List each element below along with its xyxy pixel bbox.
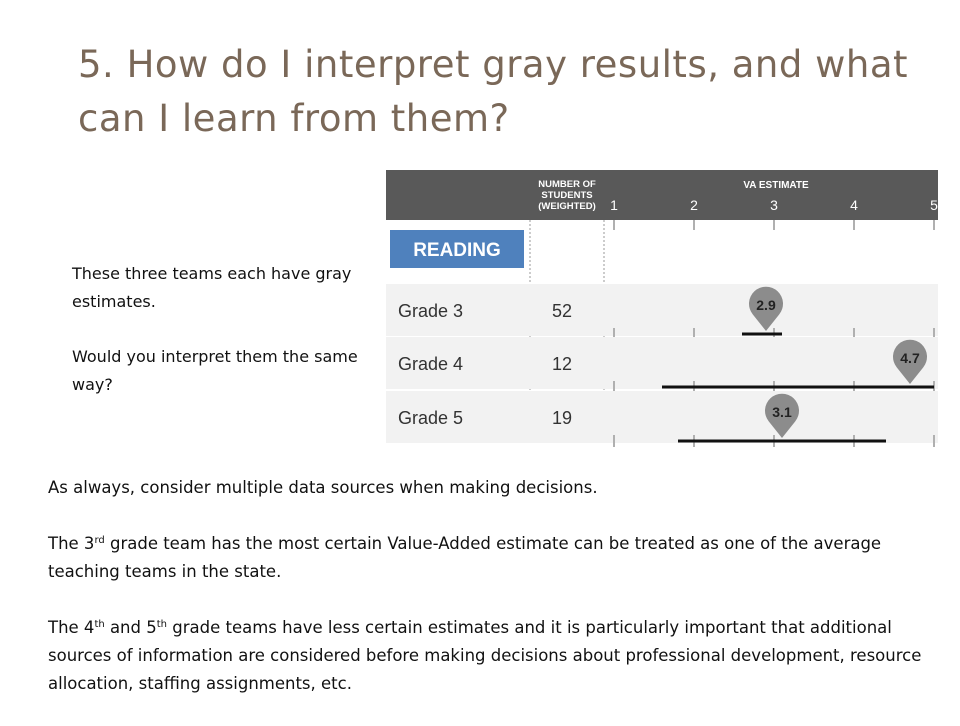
paragraph-2-start: The 3 bbox=[48, 534, 95, 553]
row-label: Grade 4 bbox=[398, 354, 464, 374]
estimate-label: 3.1 bbox=[772, 404, 792, 420]
subject-label: READING bbox=[413, 240, 501, 261]
ordinal-superscript: th bbox=[156, 619, 167, 630]
table-row bbox=[386, 391, 938, 443]
table-row bbox=[386, 284, 938, 336]
students-header-text: (WEIGHTED) bbox=[538, 201, 596, 212]
side-note-line-2: Would you interpret them the same way? bbox=[72, 347, 358, 394]
paragraph-3-mid: and 5 bbox=[104, 618, 157, 637]
va-header-text: VA ESTIMATE bbox=[743, 180, 809, 191]
paragraph-2-rest: grade team has the most certain Value-Added estimate can be treated as one of the average teaching teams in the state. bbox=[48, 534, 882, 581]
paragraph-3-start: The 4 bbox=[48, 618, 95, 637]
students-header-text: NUMBER OF bbox=[538, 179, 596, 190]
x-tick-label: 3 bbox=[770, 197, 778, 213]
row-label: Grade 5 bbox=[398, 408, 464, 428]
students-header-text: STUDENTS bbox=[541, 190, 593, 201]
x-tick-label: 2 bbox=[690, 197, 698, 213]
x-tick-label: 4 bbox=[850, 197, 858, 213]
paragraph-3-rest: grade teams have less certain estimates and it is particularly important that additional sources of information are considered before making decisions about professional development, resource allocation, staffing assignments, etc. bbox=[48, 618, 922, 693]
side-note-line-1: These three teams each have gray estimates. bbox=[72, 264, 352, 311]
page-title: 5. How do I interpret gray results, and what can I learn from them? bbox=[78, 43, 909, 140]
student-count: 12 bbox=[552, 354, 573, 374]
ordinal-superscript: rd bbox=[94, 535, 105, 546]
estimate-label: 2.9 bbox=[756, 297, 776, 313]
table-row bbox=[386, 337, 938, 389]
paragraph-1: As always, consider multiple data sources when making decisions. bbox=[48, 478, 598, 497]
x-tick-label: 1 bbox=[610, 197, 618, 213]
student-count: 52 bbox=[552, 301, 573, 321]
ordinal-superscript: th bbox=[94, 619, 105, 630]
student-count: 19 bbox=[552, 408, 573, 428]
x-tick-label: 5 bbox=[930, 197, 938, 213]
estimate-label: 4.7 bbox=[900, 350, 920, 366]
row-label: Grade 3 bbox=[398, 301, 464, 321]
